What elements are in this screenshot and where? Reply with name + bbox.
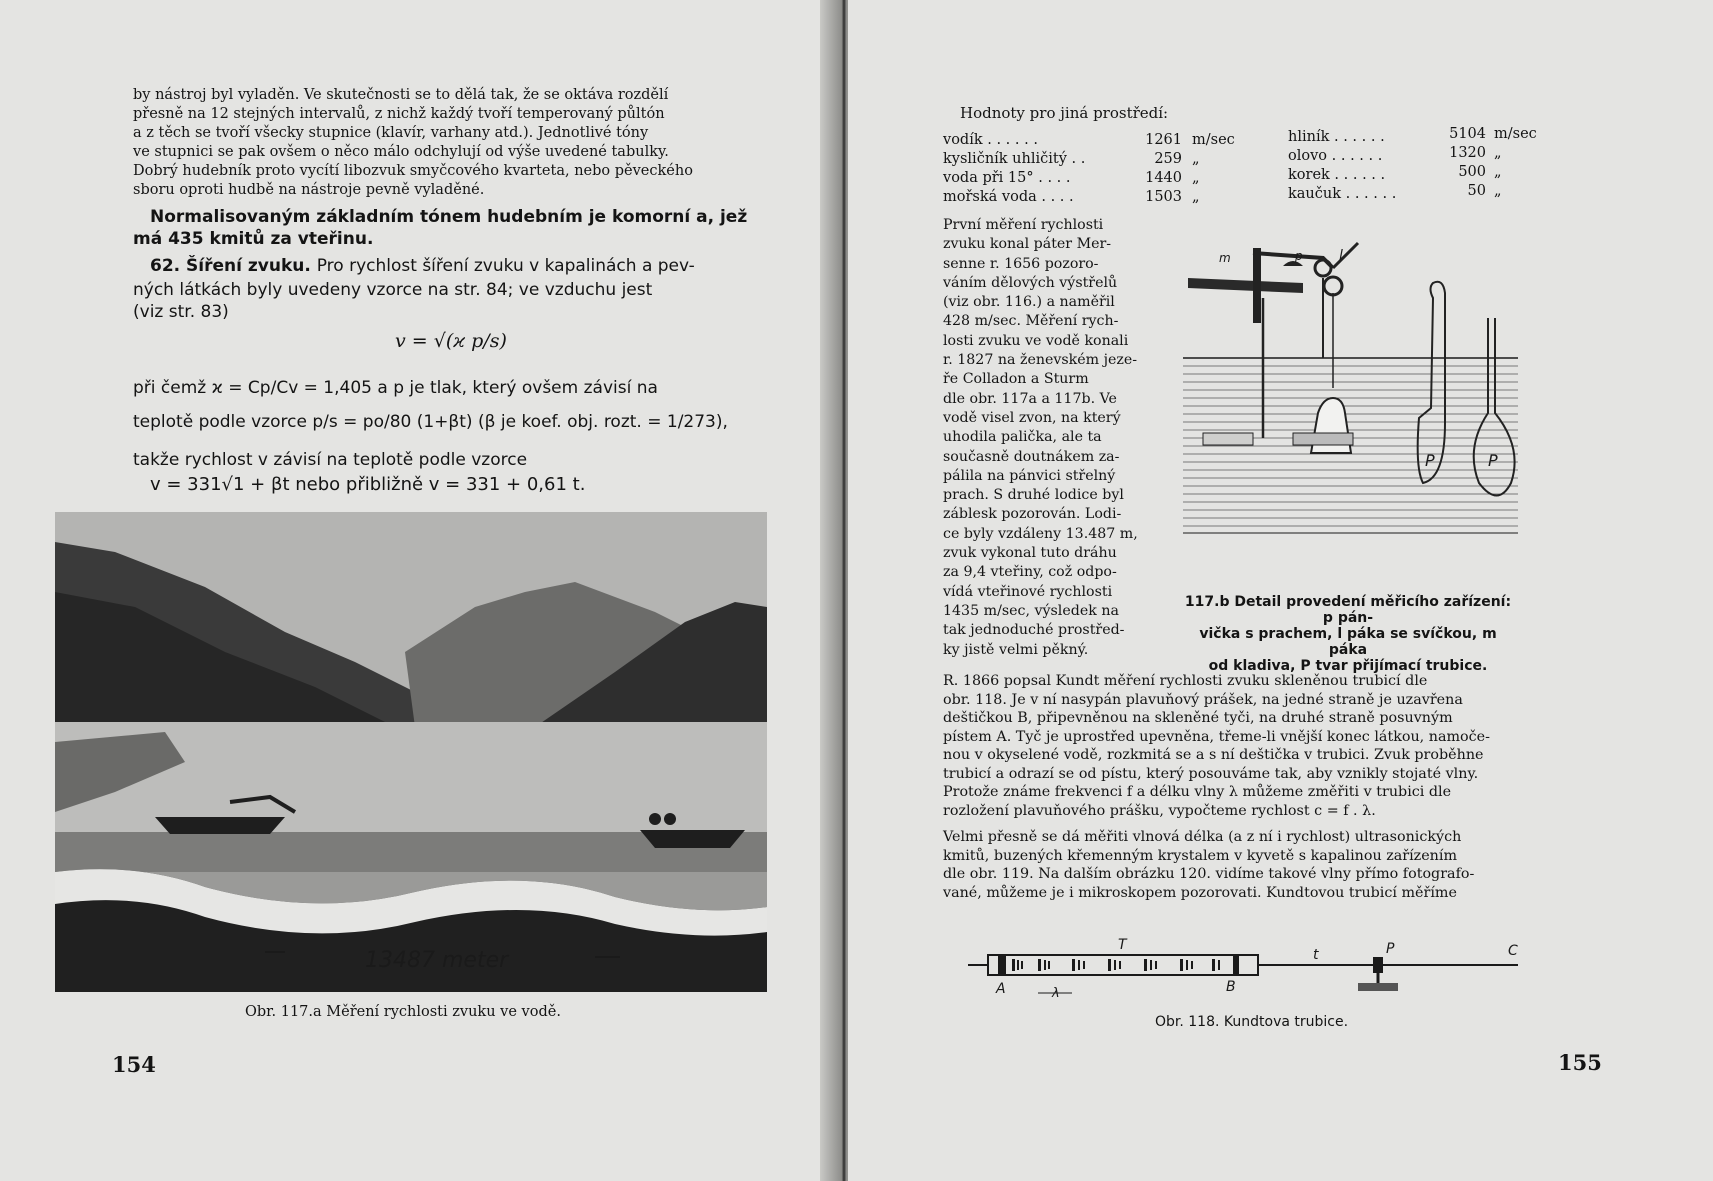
distance-label: 13487 meter bbox=[365, 948, 509, 973]
label-T: T bbox=[1118, 937, 1127, 953]
table-unit: m/sec bbox=[1494, 126, 1537, 142]
text-line: vodě visel zvon, na který bbox=[943, 409, 1121, 426]
text-line: by nástroj byl vyladěn. Ve skutečnosti se to dělá tak, že se oktáva rozdělí bbox=[133, 87, 669, 103]
text-line: zvuk vykonal tuto dráhu bbox=[943, 545, 1117, 562]
right-page bbox=[848, 0, 1713, 1181]
table-name: kysličník uhličitý . . bbox=[943, 151, 1086, 167]
text-line: pístem A. Tyč je uprostřed upevněna, třeme-li vnější konec látkou, namoče- bbox=[943, 728, 1490, 745]
kundt-paragraph bbox=[943, 672, 1638, 820]
label-P: P bbox=[1488, 451, 1498, 470]
text-line: zvuku konal páter Mer- bbox=[943, 236, 1112, 253]
formula-speed-air: v = √(ϰ p/s) bbox=[395, 330, 507, 352]
text-line: Velmi přesně se dá měřiti vlnová délka (a z ní i rychlost) ultrasonických bbox=[943, 829, 1462, 845]
text-line: rozložení plavuňového prášku, vypočteme rychlost c = f . λ. bbox=[943, 802, 1376, 819]
table-unit: „ bbox=[1192, 170, 1200, 186]
text-line: uhodila palička, ale ta bbox=[943, 429, 1102, 446]
table-unit: „ bbox=[1192, 151, 1200, 167]
section-text: (viz str. 83) bbox=[133, 302, 229, 322]
label-P: P bbox=[1386, 941, 1395, 957]
text-line: (viz obr. 116.) a naměřil bbox=[943, 294, 1115, 311]
text-line: 1435 m/sec, výsledek na bbox=[943, 602, 1119, 619]
section-text: Pro rychlost šíření zvuku v kapalinách a pev- bbox=[316, 256, 695, 276]
kundt-tube-diagram bbox=[968, 935, 1528, 1005]
table-name: mořská voda . . . . bbox=[943, 189, 1074, 205]
apparatus-caption bbox=[1183, 594, 1513, 674]
text-line: senne r. 1656 pozoro- bbox=[943, 255, 1099, 272]
text-line: ve stupnici se pak ovšem o něco málo odchylují od výše uvedené tabulky. bbox=[133, 144, 669, 160]
label-A: A bbox=[996, 981, 1006, 997]
text-line: pálila na pánvici střelný bbox=[943, 467, 1116, 484]
text-line: obr. 118. Je v ní nasypán plavuňový prášek, na jedné straně je uzavřena bbox=[943, 691, 1463, 708]
apparatus-figure bbox=[1183, 238, 1518, 578]
text-line: váním dělových výstřelů bbox=[943, 274, 1118, 291]
text-line: ce byly vzdáleny 13.487 m, bbox=[943, 525, 1138, 542]
left-page bbox=[0, 0, 840, 1181]
table-value: 1440 bbox=[1145, 170, 1182, 186]
table-name: hliník . . . . . . bbox=[1288, 129, 1385, 145]
table-title: Hodnoty pro jiná prostředí: bbox=[960, 104, 1169, 122]
lake-photo bbox=[55, 512, 767, 992]
text-line: záblesk pozorován. Lodi- bbox=[943, 506, 1122, 523]
kappa-line: při čemž ϰ = Cp/Cv = 1,405 a p je tlak, který ovšem závisí na bbox=[133, 378, 658, 398]
photo-caption: Obr. 117.a Měření rychlosti zvuku ve vodě. bbox=[245, 1004, 561, 1020]
text-line: současně doutnákem za- bbox=[943, 448, 1120, 465]
norm-line: Normalisovaným základním tónem hudebním je komorní a, jež bbox=[150, 207, 748, 227]
label-B: B bbox=[1226, 979, 1236, 995]
history-column bbox=[943, 216, 1158, 660]
text-line: vídá vteřinové rychlosti bbox=[943, 583, 1113, 600]
table-unit: „ bbox=[1494, 164, 1502, 180]
text-line: prach. S druhé lodice byl bbox=[943, 487, 1124, 504]
caption-line: 117.b Detail provedení měřicího zařízení: p pán- bbox=[1184, 594, 1512, 626]
page-number: 154 bbox=[112, 1052, 156, 1077]
table-unit: m/sec bbox=[1192, 132, 1235, 148]
text-line: První měření rychlosti bbox=[943, 217, 1104, 233]
text-line: tak jednoduché prostřed- bbox=[943, 622, 1125, 639]
table-value: 50 bbox=[1467, 183, 1486, 199]
label-p: p bbox=[1295, 249, 1303, 263]
text-line: ky jistě velmi pěkný. bbox=[943, 641, 1089, 658]
table-unit: „ bbox=[1494, 145, 1502, 161]
label-lambda: λ bbox=[1052, 986, 1060, 1001]
text-line: trubicí a odrazí se od pístu, který posouváme tak, aby vznikly stojaté vlny. bbox=[943, 765, 1479, 782]
label-t: t bbox=[1313, 947, 1319, 963]
text-line: ře Colladon a Sturm bbox=[943, 371, 1089, 388]
temperature-line: teplotě podle vzorce p/s = po/80 (1+βt) (β je koef. obj. rozt. = 1/273), bbox=[133, 412, 728, 432]
text-line: dle obr. 117a a 117b. Ve bbox=[943, 390, 1117, 407]
formula-speed-temp: v = 331√1 + βt nebo přibližně v = 331 + 0,61 t. bbox=[150, 474, 586, 495]
ultrasonic-paragraph bbox=[943, 828, 1638, 902]
text-line: Dobrý hudebník proto vycítí libozvuk smyčcového kvarteta, nebo pěveckého bbox=[133, 163, 693, 179]
tube-caption: Obr. 118. Kundtova trubice. bbox=[1155, 1014, 1349, 1030]
text-line: sboru oproti hudbě na nástroje pevně vyladěné. bbox=[133, 182, 485, 198]
text-line: kmitů, buzených křemenným krystalem v kyvetě s kapalinou zařízením bbox=[943, 847, 1458, 864]
label-m: m bbox=[1219, 251, 1231, 265]
table-name: kaučuk . . . . . . bbox=[1288, 186, 1397, 202]
section-heading: 62. Šíření zvuku. bbox=[150, 256, 311, 276]
label-l: l bbox=[1339, 248, 1343, 264]
table-value: 5104 bbox=[1449, 126, 1486, 142]
table-value: 1503 bbox=[1145, 189, 1182, 205]
table-name: vodík . . . . . . bbox=[943, 132, 1038, 148]
text-line: dle obr. 119. Na dalším obrázku 120. vidíme takové vlny přímo fotografo- bbox=[943, 866, 1475, 882]
text-line: 428 m/sec. Měření rych- bbox=[943, 313, 1119, 330]
table-name: korek . . . . . . bbox=[1288, 167, 1386, 183]
label-C: C bbox=[1508, 943, 1518, 959]
label-P: P bbox=[1425, 451, 1435, 470]
section-text: ných látkách byly uvedeny vzorce na str. 84; ve vzduchu jest bbox=[133, 280, 653, 300]
norm-line: má 435 kmitů za vteřinu. bbox=[133, 229, 374, 249]
text-line: za 9,4 vteřiny, což odpo- bbox=[943, 564, 1117, 581]
table-name: olovo . . . . . . bbox=[1288, 148, 1383, 164]
text-line: vané, můžeme je i mikroskopem pozorovati. Kundtovou trubicí měříme bbox=[943, 884, 1457, 901]
table-value: 500 bbox=[1458, 164, 1486, 180]
table-value: 259 bbox=[1154, 151, 1182, 167]
speed-line: takže rychlost v závisí na teplotě podle vzorce bbox=[133, 450, 528, 470]
text-line: nou v okyselené vodě, rozkmitá se a s ní deštička v trubici. Zvuk proběhne bbox=[943, 747, 1484, 763]
table-unit: „ bbox=[1494, 183, 1502, 199]
text-line: R. 1866 popsal Kundt měření rychlosti zvuku skleněnou trubicí dle bbox=[943, 673, 1428, 689]
text-line: a z těch se tvoří všecky stupnice (klavír, varhany atd.). Jednotlivé tóny bbox=[133, 125, 649, 141]
table-unit: „ bbox=[1192, 189, 1200, 205]
text-line: losti zvuku ve vodě konali bbox=[943, 332, 1129, 349]
text-line: deštičkou B, připevněnou na skleněné tyči, na druhé straně posuvným bbox=[943, 710, 1453, 726]
table-value: 1320 bbox=[1449, 145, 1486, 161]
table-value: 1261 bbox=[1145, 132, 1182, 148]
caption-line: vička s prachem, l páka se svíčkou, m páka bbox=[1199, 626, 1497, 658]
page-number: 155 bbox=[1558, 1050, 1602, 1075]
text-line: Protože známe frekvenci f a délku vlny λ můžeme změřiti v trubici dle bbox=[943, 784, 1452, 800]
text-line: r. 1827 na ženevském jeze- bbox=[943, 352, 1138, 369]
text-line: přesně na 12 stejných intervalů, z nichž každý tvoří temperovaný půltón bbox=[133, 106, 665, 122]
caption-line: od kladiva, P tvar přijímací trubice. bbox=[1208, 658, 1488, 674]
table-name: voda při 15° . . . . bbox=[943, 170, 1071, 186]
